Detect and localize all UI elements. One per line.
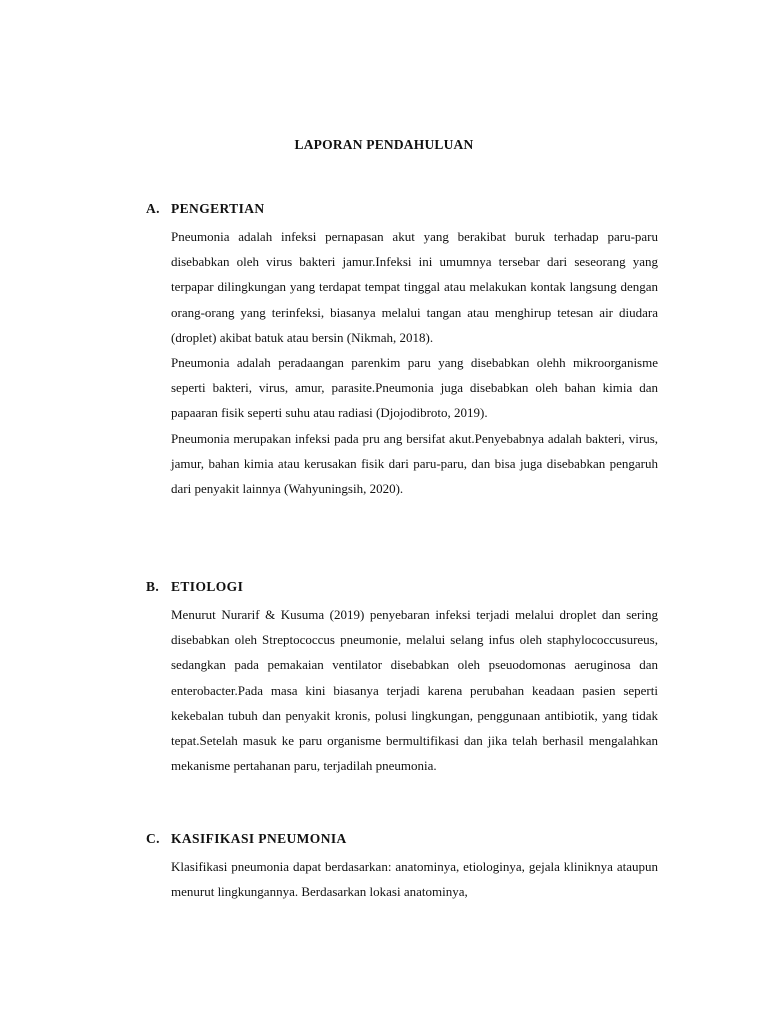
section-heading-text: PENGERTIAN	[171, 201, 265, 216]
section-etiologi	[146, 576, 658, 778]
section-heading-text: ETIOLOGI	[171, 579, 244, 594]
section-heading	[146, 828, 658, 850]
paragraph: Pneumonia merupakan infeksi pada pru ang bersifat akut.Penyebabnya adalah bakteri, virus, jamur, bahan kimia atau kerusakan fisik dari paru-paru, dan bisa juga disebabkan pengaruh dari penyakit lainnya (Wahyuningsih, 2020).	[171, 430, 658, 497]
section-letter: B.	[146, 579, 160, 594]
paragraph: Pneumonia adalah infeksi pernapasan akut yang berakibat buruk terhadap paru-paru disebabkan oleh virus bakteri jamur.Infeksi ini umumnya tersebar dari seseorang yang terpapar dilingkungan yang terdapat tempat tinggal atau melakukan kontak langsung dengan orang-orang yang terinfeksi, biasanya melalui tangan atau menghirup tetesan air diudara (droplet) akibat batuk atau bersin (Nikmah, 2018).	[171, 229, 658, 345]
section-heading	[146, 576, 658, 598]
section-heading-text: KASIFIKASI PNEUMONIA	[171, 831, 347, 846]
paragraph: Klasifikasi pneumonia dapat berdasarkan: anatominya, etiologinya, gejala kliniknya ataupun menurut lingkungannya. Berdasarkan lokasi anatominya,	[171, 859, 658, 900]
paragraph: Menurut Nurarif & Kusuma (2019) penyebaran infeksi terjadi melalui droplet dan sering disebabkan oleh Streptococcus pneumonie, melalui selang infus oleh staphylococcusureus, sedangkan pada pemakaian ventilator disebabkan oleh pseuodomonas aeruginosa dan enterobacter.Pada masa kini biasanya terjadi karena perubahan keadaan pasien seperti kekebalan tubuh dan penyakit kronis, polusi lingkungan, penggunaan antibiotik, yang tidak tepat.Setelah masuk ke paru organisme bermultifikasi dan jika telah berhasil mengalahkan mekanisme pertahanan paru, terjadilah pneumonia.	[171, 607, 658, 774]
section-letter: A.	[146, 201, 160, 216]
section-klasifikasi	[146, 828, 658, 904]
paragraph: Pneumonia adalah peradaangan parenkim paru yang disebabkan olehh mikroorganisme seperti bakteri, virus, amur, parasite.Pneumonia juga disebabkan oleh bahan kimia dan papaaran fisik seperti suhu atau radiasi (Djojodibroto, 2019).	[171, 355, 658, 421]
document-title: LAPORAN PENDAHULUAN	[294, 137, 474, 152]
section-pengertian	[146, 198, 658, 501]
section-letter: C.	[146, 831, 160, 846]
section-heading	[146, 198, 658, 220]
